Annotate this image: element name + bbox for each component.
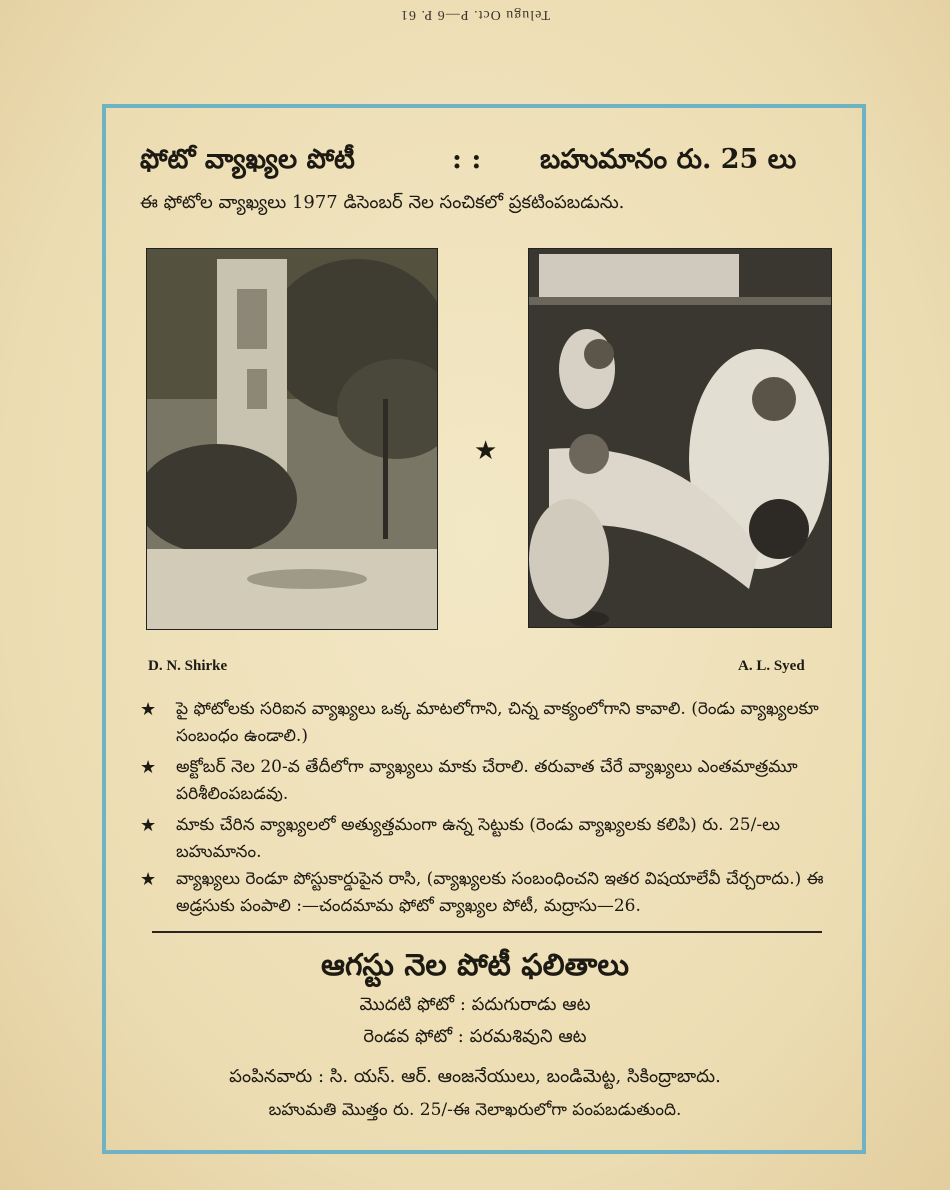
results-second-photo: రెండవ ఫోటో : పరమశివుని ఆట (363, 1026, 587, 1047)
results-sender: పంపినవారు : సి. యస్. ఆర్. ఆంజనేయులు, బండిమెట్ట, సికింద్రాబాదు. (229, 1066, 721, 1087)
rule-item (140, 754, 840, 808)
rule-item (140, 866, 840, 920)
rule-text: వ్యాఖ్యలు రెండూ పోస్టుకార్డుపైన రాసి, (వ్యాఖ్యలకు సంబంధించని ఇతర విషయాలేవీ చేర్చరాదు.) ఈ అడ్రసుకు పంపాలి :—చందమామ ఫోటో వ్యాఖ్యల పోటీ, మద్రాసు—26. (176, 869, 824, 916)
section-divider (152, 931, 822, 933)
rule-text: మాకు చేరిన వ్యాఖ్యలలో అత్యుత్తమంగా ఉన్న సెట్టుకు (రెండు వ్యాఖ్యలకు కలిపి) రు. 25/-లు బహుమానం. (176, 815, 781, 862)
results-note: బహుమతి మొత్తం రు. 25/-ఈ నెలాఖరులోగా పంపబడుతుంది. (268, 1100, 682, 1120)
bullet-star-icon: ★ (140, 699, 157, 720)
bullet-star-icon: ★ (140, 815, 157, 836)
photo-right-credit: A. L. Syed (738, 658, 805, 674)
photo-right (528, 248, 832, 628)
photo-left (146, 248, 438, 630)
photo-right-illustration (529, 249, 831, 627)
bullet-star-icon: ★ (140, 757, 157, 778)
bullet-star-icon: ★ (140, 869, 157, 890)
photo-left-credit: D. N. Shirke (148, 658, 228, 674)
contest-title: ఫోటో వ్యాఖ్యల పోటీ (140, 144, 355, 175)
results-first-photo: మొదటి ఫోటో : పదుగురాడు ఆట (359, 994, 591, 1015)
results-title: ఆగస్టు నెల పోటీ ఫలితాలు (321, 948, 629, 983)
page-code: Telugu Oct. P—6 P. 61 (400, 7, 550, 22)
photo-left-illustration (147, 249, 437, 629)
rule-text: అక్టోబర్ నెల 20-వ తేదీలోగా వ్యాఖ్యలు మాకు చేరాలి. తరువాత చేరే వ్యాఖ్యలు ఎంతమాత్రమూ పరిశీలింపబడవు. (176, 757, 798, 804)
contest-title-row (140, 140, 850, 184)
prize-text: బహుమానం రు. 25 లు (540, 144, 797, 175)
rule-item (140, 812, 840, 866)
rule-item (140, 696, 840, 750)
rule-text: పై ఫోటోలకు సరిఐన వ్యాఖ్యలు ఒక్క మాటలోగాని, చిన్న వాక్యంలోగాని కావాలి. (రెండు వ్యాఖ్యలకూ సంబంధం ఉండాలి.) (176, 699, 819, 746)
contest-subtitle: ఈ ఫోటోల వ్యాఖ్యలు 1977 డిసెంబర్ నెల సంచికలో ప్రకటింపబడును. (140, 192, 625, 213)
star-icon: ★ (474, 436, 498, 466)
title-separator: : : (452, 144, 482, 175)
